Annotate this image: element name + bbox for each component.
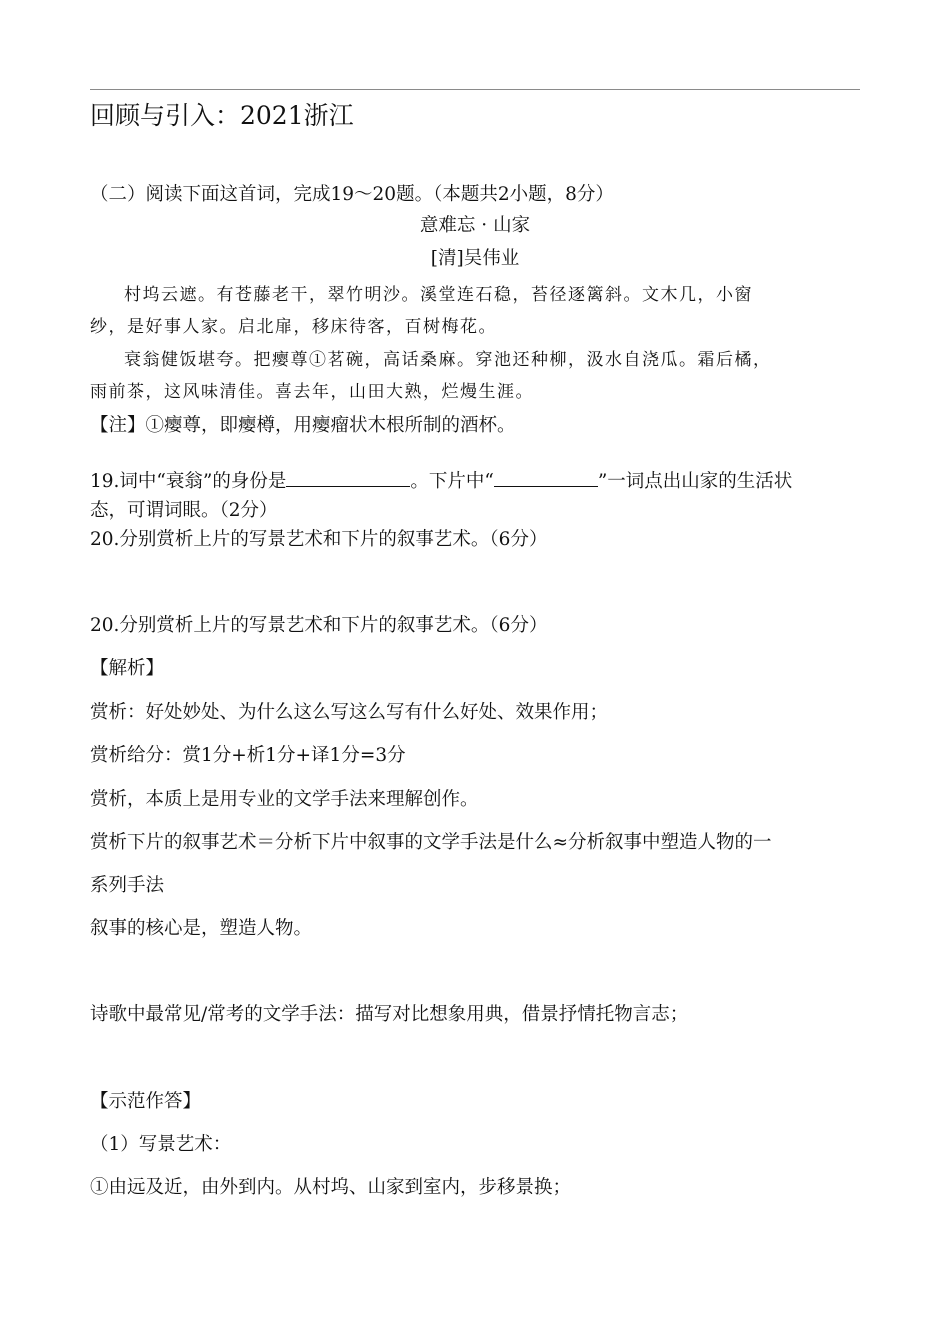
poem-title: 意难忘 · 山家 xyxy=(419,215,531,236)
sample-answer-label: 【示范作答】 xyxy=(90,1091,202,1112)
poem-line: 雨前茶，这风味清佳。喜去年，山田大熟，烂熳生涯。 xyxy=(90,382,534,402)
analysis-line: 赏析：好处妙处、为什么这么写这么写有什么好处、效果作用； xyxy=(90,702,609,723)
answer-blank[interactable] xyxy=(286,470,410,487)
analysis-line: 赏析给分：赏1分+析1分+译1分=3分 xyxy=(90,745,406,766)
analysis-line: 赏析下片的叙事艺术＝分析下片中叙事的文学手法是什么≈分析叙事中塑造人物的一 xyxy=(90,832,772,853)
question-19-part2: 。下片中“ xyxy=(410,471,494,492)
annotation-note: 【注】①瘿尊，即瘿樽，用瘿瘤状木根所制的酒杯。 xyxy=(90,415,516,436)
analysis-line: 赏析，本质上是用专业的文学手法来理解创作。 xyxy=(90,789,479,810)
analysis-line: 叙事的核心是，塑造人物。 xyxy=(90,918,313,939)
analysis-label: 【解析】 xyxy=(90,658,165,679)
question-19-line2: 态，可谓词眼。（2分） xyxy=(90,500,278,521)
question-19 xyxy=(90,470,792,494)
poem-author: [清]吴伟业 xyxy=(430,248,520,269)
sample-answer-point: ①由远及近，由外到内。从村坞、山家到室内，步移景换； xyxy=(90,1177,572,1198)
analysis-line: 诗歌中最常见/常考的文学手法：描写对比想象用典，借景抒情托物言志； xyxy=(90,1004,689,1025)
question-20-repeat: 20.分别赏析上片的写景艺术和下片的叙事艺术。（6分） xyxy=(90,615,548,636)
analysis-line: 系列手法 xyxy=(90,875,165,896)
instructions: （二）阅读下面这首词，完成19～20题。（本题共2小题，8分） xyxy=(90,184,614,205)
answer-blank[interactable] xyxy=(494,470,598,487)
sample-answer-item: （1）写景艺术： xyxy=(90,1134,232,1155)
question-20: 20.分别赏析上片的写景艺术和下片的叙事艺术。（6分） xyxy=(90,529,548,550)
poem-line: 纱，是好事人家。启北扉，移床待客，百树梅花。 xyxy=(90,317,497,337)
page-heading: 回顾与引入：2021浙江 xyxy=(90,101,354,130)
poem-line: 村坞云遮。有苍藤老干，翠竹明沙。溪堂连石稳，苔径逐篱斜。文木几，小窗 xyxy=(124,285,753,305)
question-19-part3: ”一词点出山家的生活状 xyxy=(597,471,793,492)
question-19-part1: 19.词中“衰翁”的身份是 xyxy=(90,471,287,492)
poem-line: 衰翁健饭堪夸。把瘿尊①茗碗，高话桑麻。穿池还种柳，汲水自浇瓜。霜后橘， xyxy=(124,350,772,370)
header-rule xyxy=(90,89,860,90)
